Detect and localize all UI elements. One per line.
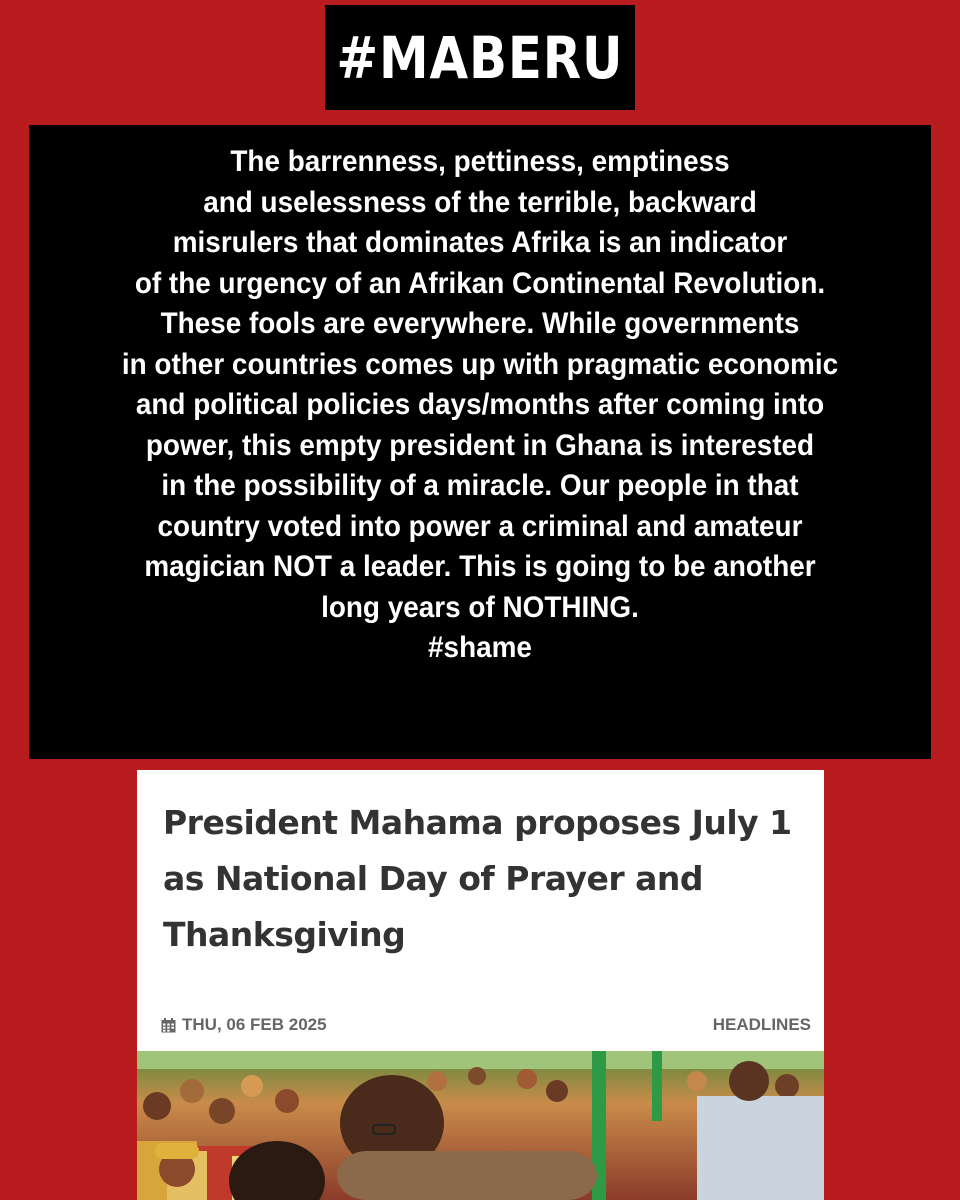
statement-hashtag: #shame xyxy=(428,631,532,664)
statement-line: and political policies days/months after coming into xyxy=(135,388,825,421)
statement-line: power, this empty president in Ghana is interested xyxy=(145,428,815,462)
news-article-card[interactable] xyxy=(137,770,824,1200)
statement-line: and uselessness of the terrible, backward xyxy=(203,185,757,219)
statement-line: misrulers that dominates Afrika is an indicator xyxy=(172,226,788,259)
hashtag-title: #MABERU xyxy=(336,23,624,92)
calendar-icon xyxy=(161,1018,176,1033)
hashtag-banner xyxy=(325,5,635,110)
article-headline-line: President Mahama proposes July 1 xyxy=(163,803,792,842)
statement-line: of the urgency of an Afrikan Continental Revolution. xyxy=(134,266,826,300)
statement-line: The barrenness, pettiness, emptiness xyxy=(230,145,730,178)
statement-line: These fools are everywhere. While governments xyxy=(160,307,800,340)
article-date-text: THU, 06 FEB 2025 xyxy=(182,1015,327,1034)
article-photo xyxy=(137,1051,824,1200)
statement-line: in other countries comes up with pragmatic economic xyxy=(121,347,839,381)
article-headline[interactable] xyxy=(163,795,803,963)
statement-box xyxy=(29,125,931,759)
article-date xyxy=(161,1015,327,1035)
statement-line: in the possibility of a miracle. Our people in that xyxy=(161,469,799,502)
statement-line: country voted into power a criminal and amateur xyxy=(157,509,803,543)
article-headline-line: as National Day of Prayer and xyxy=(163,859,704,898)
article-category-link[interactable]: HEADLINES xyxy=(712,1015,811,1034)
statement-line: magician NOT a leader. This is going to be another xyxy=(144,550,816,583)
statement-line: long years of NOTHING. xyxy=(321,590,639,624)
article-headline-line: Thanksgiving xyxy=(163,915,406,954)
